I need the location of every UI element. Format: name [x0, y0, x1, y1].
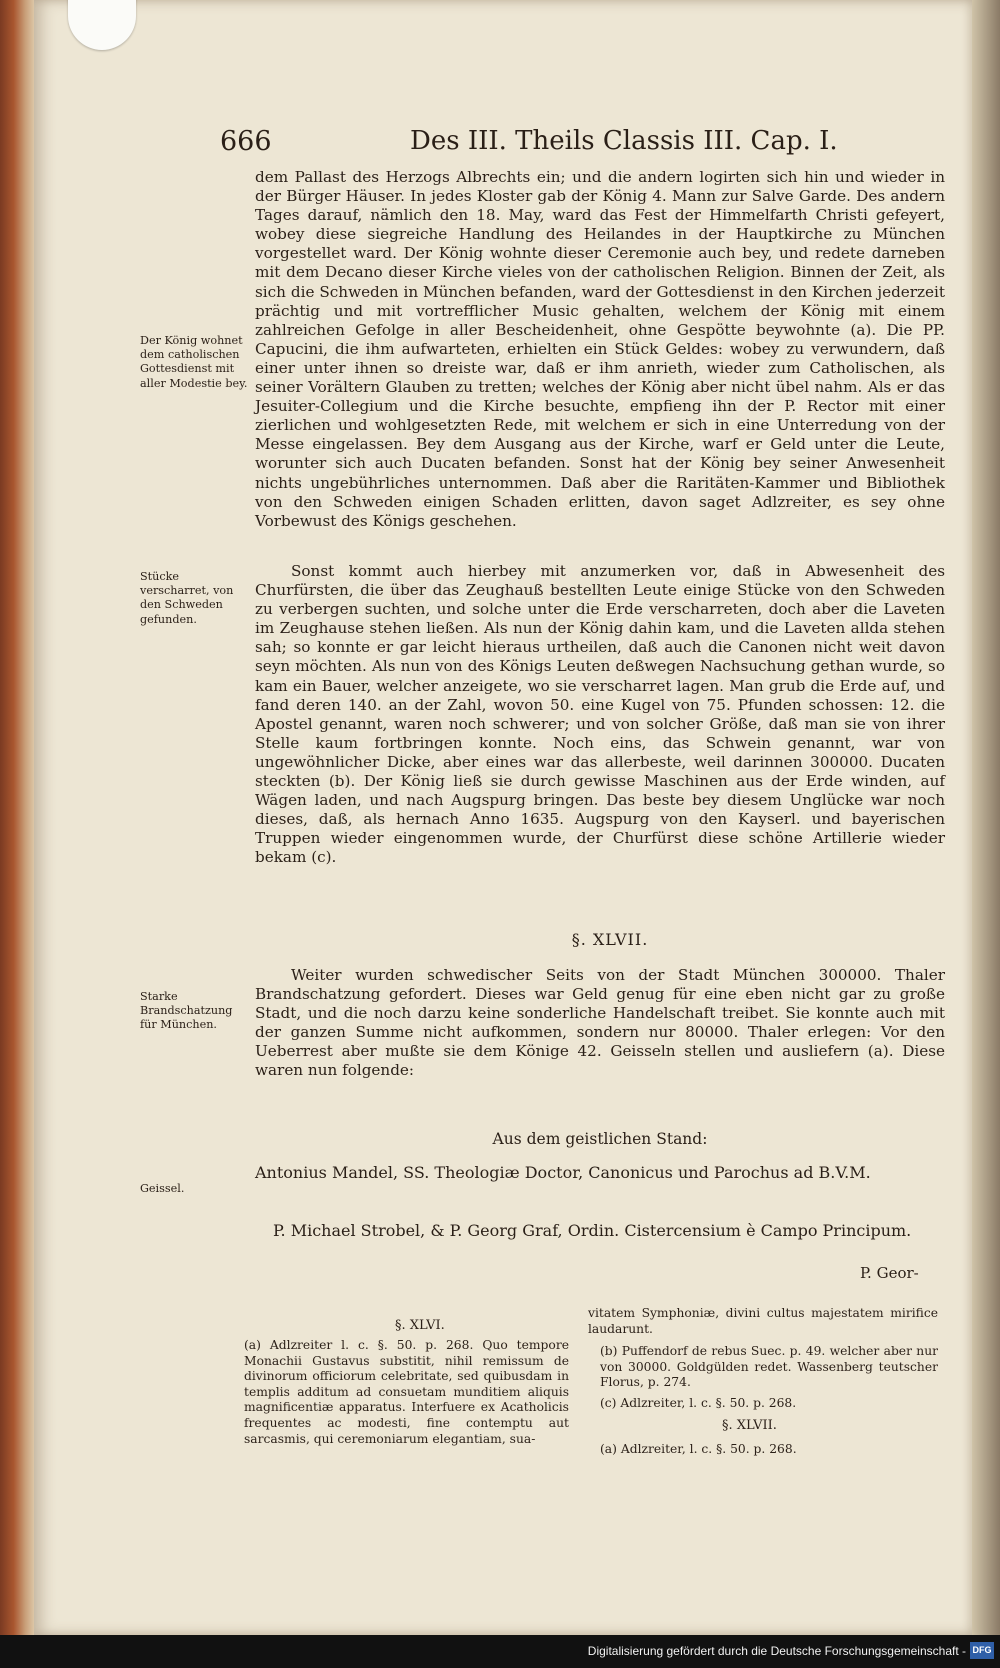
footnote-right-4: (a) Adlzreiter, l. c. §. 50. p. 268. [600, 1442, 797, 1456]
dfg-logo-icon: DFG [970, 1642, 994, 1659]
section-title: §. XLVII. [571, 930, 649, 949]
book-binding [0, 0, 34, 1668]
margin-note-2: Stücke verscharret, von den Schweden gefunden. [140, 570, 234, 626]
footnote-right-1: vitatem Symphoniæ, divini cultus majestatem mirifice laudarunt. [588, 1306, 938, 1336]
footer-bar [0, 1635, 1000, 1668]
footer-text: Digitalisierung gefördert durch die Deutsche Forschungsgemeinschaft - [587, 1644, 966, 1658]
page-edge [972, 0, 1000, 1635]
paragraph-2: Sonst kommt auch hierbey mit anzumerken vor, daß in Abwesenheit des Churfürsten, die über das Zeughauß bestellten Leute einige Stücke von den Schweden zu verbergen suchten, und solche unter die Erde verscharreten, doch aber die Laveten im Zeughause stehen ließen. Als nun der König dahin kam, und die Laveten allda stehen sah; so konnte er gar leicht hieraus urtheilen, daß auch die Canonen nicht weit davon seyn möchten. Als nun von des Königs Leuten deßwegen Nachsuchung gethan wurde, so kam ein Bauer, welcher anzeigete, wo sie verscharret lagen. Man grub die Erde auf, und fand deren 140. an der Zahl, wovon 50. eine Kugel von 75. Pfunden schossen: 12. die Apostel genannt, waren noch schwerer; und von solcher Größe, daß man sie von ihrer Stelle kaum fortbringen konnte. Noch eins, das Schwein genannt, war von ungewöhnlicher Dicke, aber eines war das allerbeste, weil darinnen 300000. Ducaten steckten (b). Der König ließ sie durch gewisse Maschinen aus der Erde winden, auf Wägen laden, und nach Augspurg bringen. Das beste bey diesem Unglücke war noch dieses, daß, als hernach Anno 1635. Augspurg von den Kayserl. und bayerischen Truppen wieder eingenommen wurde, der Churfürst diese schöne Artillerie wieder bekam (c). [255, 562, 945, 867]
margin-note-1: Der König wohnet dem catholischen Gottesdienst mit aller Modestie bey. [140, 334, 248, 390]
page-header [220, 126, 960, 166]
catchword: P. Geor- [860, 1264, 919, 1282]
footnote-left: (a) Adlzreiter l. c. §. 50. p. 268. Quo tempore Monachii Gustavus substitit, nihil remissum de divinorum officiorum celebritate, sed quibusdam in templis additum ad consuetam munditiem aliquis magnificentiæ apparatus. Interfuere ex Acatholicis frequentes ac modesti, fine contemptu aut sarcasmis, qui ceremoniarum elegantiam, sua- [244, 1338, 569, 1446]
margin-note-3: Starke Brandschatzung für München. [140, 990, 233, 1032]
paragraph-1: dem Pallast des Herzogs Albrechts ein; und die andern logirten sich hin und wieder in der Bürger Häuser. In jedes Kloster gab der König 4. Mann zur Salve Garde. Des andern Tages darauf, nämlich den 18. May, ward das Fest der Himmelfarth Christi gefeyert, wobey diese siegreiche Handlung des Heilandes in der Hauptkirche zu München vorgestellet ward. Der König wohnte dieser Ceremonie auch bey, und redete darneben mit dem Decano dieser Kirche vieles von der catholischen Religion. Binnen der Zeit, als sich die Schweden in München befanden, ward der Gottesdienst in den Kirchen jederzeit prächtig und mit vortrefflicher Music gehalten, welchem der König mit einem zahlreichen Gefolge in aller Bescheidenheit, ohne Gespötte beywohnte (a). Die PP. Capucini, die ihm aufwarteten, erhielten ein Stück Geldes: wobey zu verwundern, daß einer unter ihnen so dreiste war, daß er ihm anrieth, wieder zum Catholischen, als seiner Vorältern Glauben zu tretten; welches der König aber nicht übel nahm. Als er das Jesuiter-Collegium und die Kirche besuchte, empfieng ihn der P. Rector mit einer zierlichen und wohlgesetzten Rede, mit welchem er sich in eine Unterredung von der Messe eingelassen. Bey dem Ausgang aus der Kirche, warf er Geld unter die Leute, worunter sich auch Ducaten befanden. Sonst hat der König bey seiner Anwesenheit nichts ungebührliches unternommen. Daß aber die Raritäten-Kammer und Bibliothek von den Schweden einigen Schaden erlitten, davon saget Adlzreiter, es sey ohne Vorbewust des Königs geschehen. [255, 168, 945, 530]
hostage-line-2: P. Michael Strobel, & P. Georg Graf, Ordin. Cistercensium è Campo Principum. [273, 1221, 912, 1240]
margin-note-4: Geissel. [140, 1182, 185, 1195]
sub-heading: Aus dem geistlichen Stand: [492, 1130, 708, 1148]
paragraph-3: Weiter wurden schwedischer Seits von der Stadt München 300000. Thaler Brandschatzung gefordert. Dieses war Geld genug für eine eben nicht gar zu große Stadt, und die noch darzu keine sonderliche Handelschaft treibet. Sie konnte auch mit der ganzen Summe nicht aufkommen, sondern nur 80000. Thaler erlegen: Vor den Ueberrest aber mußte sie dem Könige 42. Geisseln stellen und ausliefern (a). Diese waren nun folgende: [255, 966, 945, 1080]
page-number: 666 [220, 126, 272, 157]
running-head: Des III. Theils Classis III. Cap. I. [410, 126, 838, 156]
footnote-heading-left: §. XLVI. [395, 1318, 445, 1333]
hostage-line-1: Antonius Mandel, SS. Theologiæ Doctor, Canonicus und Parochus ad B.V.M. [255, 1163, 871, 1182]
footnote-heading-right: §. XLVII. [722, 1418, 777, 1433]
footnote-right-3: (c) Adlzreiter, l. c. §. 50. p. 268. [600, 1396, 797, 1410]
footnote-right-2: (b) Puffendorf de rebus Suec. p. 49. welcher aber nur von 30000. Goldgülden redet. Wassenberg teutscher Florus, p. 274. [600, 1344, 938, 1390]
